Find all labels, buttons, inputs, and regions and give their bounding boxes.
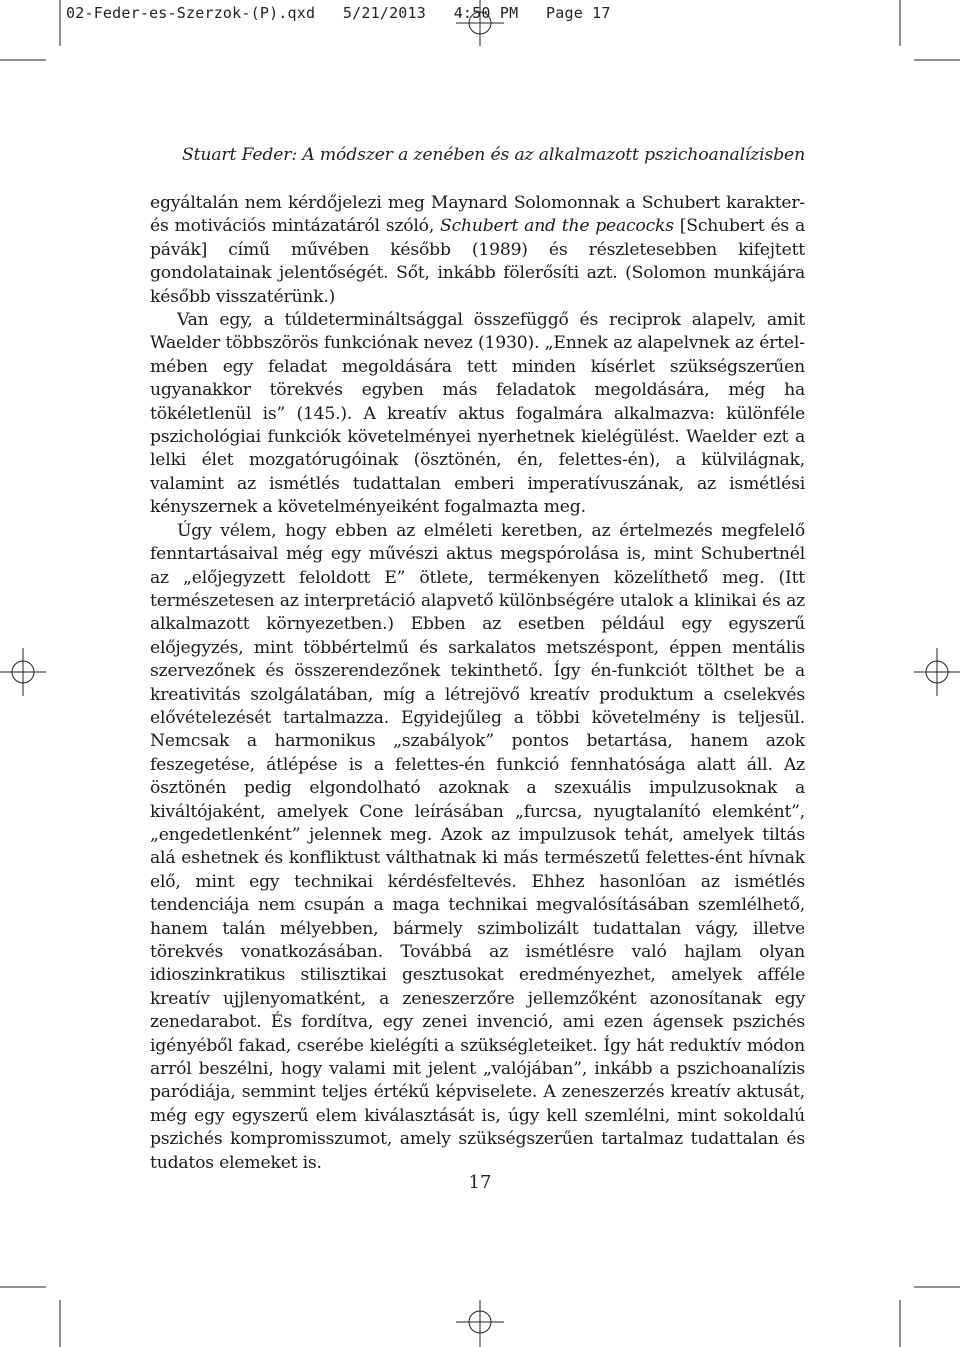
book-title: Schubert and the peacocks bbox=[440, 216, 674, 237]
registration-mark-left bbox=[0, 648, 46, 696]
paragraph-1-start: egyáltalán nem kérdőjelezi meg Maynard Solomonnak a Schubert karakter- és motivációs mintázatáról szóló, bbox=[150, 193, 805, 237]
file-slug: 02-Feder-es-Szerzok-(P).qxd 5/21/2013 4:50 PM Page 17 bbox=[66, 4, 611, 22]
paragraph-2: Van egy, a túldetermináltsággal összefüggő és reciprok alapelv, amit Waelder többszörös funkciónak nevez (1930). „Ennek az alapelvnek az értelmében egy feladat megoldására tett minden kísérlet szükségszerűen ugyanakkor törekvés egyben más feladatok megoldására, még ha tökéletlenül is” (145.). A kreatív aktus fogalmára alkalmazva: különféle pszichológiai funkciók követelményei nyerhetnek kielégülést. Waelder ezt a lelki élet mozgatórugóinak (ösztönén, én, felettes-én), a külvilágnak, valamint az ismétlés tudattalan emberi imperatívuszának, az ismétlési kényszernek a követelményeiként fogalmazta meg. bbox=[150, 310, 805, 518]
registration-mark-top bbox=[456, 0, 504, 46]
running-header: Stuart Feder: A módszer a zenében és az alkalmazott pszichoanalízisben bbox=[182, 145, 805, 165]
paragraph-1-end: [Schubert és a pávák] című művében később (1989) és részletesebben kifejtett gondolatainak jelentőségét. Sőt, inkább fölerősíti azt. (Solomon munkájára később visszatérünk.) bbox=[150, 216, 805, 307]
paragraph-1 bbox=[150, 192, 805, 309]
paragraph-3: Úgy vélem, hogy ebben az elméleti keretben, az értelmezés megfelelő fenntartásaival még egy művészi aktus megspórolása is, mint Schubertnél az „előjegyzett feloldott E” ötlete, termékenyen közelíthető meg. (Itt természetesen az interpretáció alapvető különbségére utalok a klinikai és az alkalmazott környezetben.) Ebben az esetben például egy egyszerű előjegyzés, mint többértelmű és sarkalatos metszéspont, éppen mentális szervezőnek és összerendezőnek tekinthető. Így én-funkciót tölthet be a kreativitás szolgálatában, míg a létrejövő kreatív produktum a cselekvés elővételezését tartalmazza. Egyidejűleg a többi követelmény is teljesül. Nemcsak a harmonikus „szabályok” pontos betartása, hanem azok feszegetése, átlépése is a felettes-én funkció fennhatósága alatt áll. Az ösztönén pedig elgondolható azoknak a szexuális impulzusoknak a kiváltójaként, amelyek Cone leírásában „furcsa, nyugtalanító elemként”, „engedetlenként” jelennek meg. Azok az impulzusok tehát, amelyek tiltás alá eshetnek és konfliktust válthatnak ki más természetű felettes-ént hívnak elő, mint egy technikai kérdésfeltevés. Ehhez hasonlóan az ismétlés tendenciája nem csupán a maga technikai megvalósításában szemlélhető, hanem talán mélyebben, bármely szimbolizált tudattalan vágy, illetve törekvés vonatkozásában. Továbbá az ismétlésre való hajlam olyan idioszinkratikus stilisztikai gesztusokat eredményezhet, amelyek afféle kreatív ujjlenyomatként, a zeneszerzőre jellemzőként azonosítanak egy zenedarabot. És fordítva, egy zenei invenció, ami ezen ágensek pszichés igényéből fakad, cserébe kielégíti a szükségleteiket. Így hát reduktív módon arról beszélni, hogy valami mit jelent „valójában”, inkább a pszichoanalízis paródiája, semmint teljes értékű képviselete. A zeneszerzés kreatív aktusát, még egy egyszerű elem kiválasztását is, úgy kell szemlélni, mint sokoldalú pszichés kompromisszumot, amely szükségszerűen tartalmaz tudattalan és tudatos elemeket is. bbox=[150, 520, 805, 1173]
registration-mark-right bbox=[914, 648, 960, 696]
body-text bbox=[150, 192, 805, 1175]
registration-mark-bottom bbox=[456, 1300, 504, 1347]
page-number: 17 bbox=[468, 1172, 492, 1193]
